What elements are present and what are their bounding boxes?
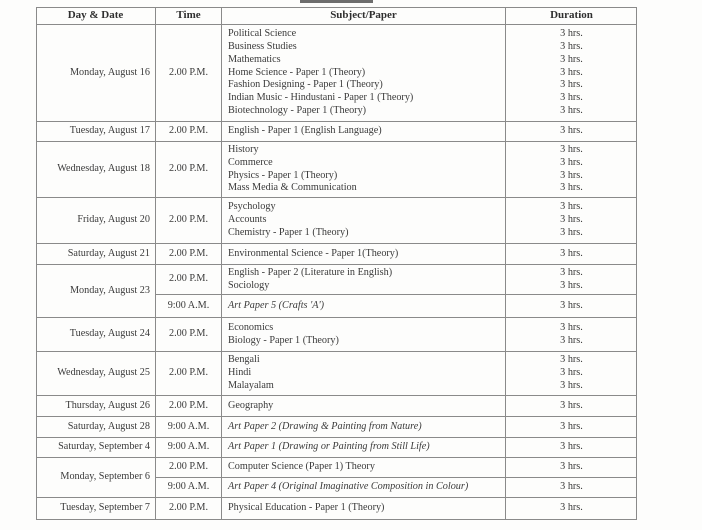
paper-duration: 3 hrs. <box>560 502 583 514</box>
paper-duration: 3 hrs. <box>560 299 583 311</box>
subject-paper: Mass Media & Communication <box>228 182 357 194</box>
paper-duration: 3 hrs. <box>560 125 583 137</box>
time-cell: 2.00 P.M. <box>156 244 222 265</box>
paper-duration: 3 hrs. <box>560 27 583 39</box>
paper-duration: 3 hrs. <box>560 420 583 432</box>
day-date-cell: Monday, August 16 <box>36 25 156 122</box>
duration-cell <box>506 438 637 458</box>
paper-duration: 3 hrs. <box>560 40 583 52</box>
subject-paper: Biology - Paper 1 (Theory) <box>228 334 339 346</box>
subject-cell <box>222 244 506 265</box>
day-date-cell: Wednesday, August 18 <box>36 142 156 198</box>
day-date-cell: Wednesday, August 25 <box>36 352 156 396</box>
subject-cell <box>222 498 506 520</box>
subject-cell <box>222 142 506 198</box>
paper-duration: 3 hrs. <box>560 279 583 291</box>
subject-cell <box>222 295 506 318</box>
time-cell: 9:00 A.M. <box>156 478 222 498</box>
subject-paper: Sociology <box>228 279 270 291</box>
day-date-cell: Tuesday, September 7 <box>36 498 156 520</box>
duration-cell <box>506 498 637 520</box>
subject-paper: Business Studies <box>228 40 297 52</box>
day-date-cell: Tuesday, August 24 <box>36 318 156 352</box>
header-day-date: Day & Date <box>36 7 156 25</box>
subject-paper: Commerce <box>228 156 273 168</box>
paper-duration: 3 hrs. <box>560 156 583 168</box>
time-cell: 2.00 P.M. <box>156 265 222 295</box>
subject-paper: Malayalam <box>228 379 274 391</box>
subject-paper: Mathematics <box>228 53 281 65</box>
subject-cell <box>222 478 506 498</box>
subject-paper: History <box>228 143 259 155</box>
subject-cell <box>222 438 506 458</box>
duration-cell <box>506 318 637 352</box>
paper-duration: 3 hrs. <box>560 79 583 91</box>
day-date-cell: Saturday, September 4 <box>36 438 156 458</box>
subject-cell <box>222 352 506 396</box>
header-time: Time <box>156 7 222 25</box>
paper-duration: 3 hrs. <box>560 481 583 493</box>
paper-duration: 3 hrs. <box>560 379 583 391</box>
header-duration: Duration <box>506 7 637 25</box>
day-date-cell: Saturday, August 28 <box>36 417 156 438</box>
time-cell: 9:00 A.M. <box>156 295 222 318</box>
subject-paper: English - Paper 1 (English Language) <box>228 125 382 137</box>
time-cell: 9:00 A.M. <box>156 417 222 438</box>
paper-duration: 3 hrs. <box>560 201 583 213</box>
subject-paper: Accounts <box>228 214 267 226</box>
paper-duration: 3 hrs. <box>560 399 583 411</box>
duration-cell <box>506 478 637 498</box>
time-cell: 2.00 P.M. <box>156 25 222 122</box>
time-cell: 2.00 P.M. <box>156 352 222 396</box>
paper-duration: 3 hrs. <box>560 334 583 346</box>
subject-cell <box>222 417 506 438</box>
duration-cell <box>506 142 637 198</box>
time-cell: 2.00 P.M. <box>156 198 222 244</box>
subject-paper: Home Science - Paper 1 (Theory) <box>228 66 366 78</box>
paper-duration: 3 hrs. <box>560 92 583 104</box>
paper-duration: 3 hrs. <box>560 266 583 278</box>
subject-paper: Environmental Science - Paper 1(Theory) <box>228 247 399 259</box>
subject-paper: Bengali <box>228 354 260 366</box>
paper-duration: 3 hrs. <box>560 53 583 65</box>
duration-cell <box>506 417 637 438</box>
subject-paper: English - Paper 2 (Literature in English) <box>228 266 393 278</box>
time-cell: 2.00 P.M. <box>156 318 222 352</box>
subject-cell <box>222 25 506 122</box>
title-underline <box>300 0 373 3</box>
time-cell: 2.00 P.M. <box>156 142 222 198</box>
subject-cell <box>222 122 506 142</box>
subject-paper: Psychology <box>228 201 276 213</box>
subject-paper: Art Paper 4 (Original Imaginative Composition in Colour) <box>228 481 469 493</box>
paper-duration: 3 hrs. <box>560 247 583 259</box>
header-subject: Subject/Paper <box>222 7 506 25</box>
paper-duration: 3 hrs. <box>560 169 583 181</box>
day-date-cell: Monday, August 23 <box>36 265 156 318</box>
duration-cell <box>506 396 637 417</box>
day-date-cell: Tuesday, August 17 <box>36 122 156 142</box>
subject-cell <box>222 318 506 352</box>
day-date-cell: Monday, September 6 <box>36 458 156 498</box>
paper-duration: 3 hrs. <box>560 321 583 333</box>
paper-duration: 3 hrs. <box>560 182 583 194</box>
subject-cell <box>222 265 506 295</box>
paper-duration: 3 hrs. <box>560 214 583 226</box>
subject-paper: Art Paper 2 (Drawing & Painting from Nature) <box>228 420 422 432</box>
duration-cell <box>506 458 637 478</box>
duration-cell <box>506 122 637 142</box>
paper-duration: 3 hrs. <box>560 105 583 117</box>
subject-paper: Art Paper 5 (Crafts 'A') <box>228 299 325 311</box>
subject-paper: Art Paper 1 (Drawing or Painting from Still Life) <box>228 441 430 453</box>
duration-cell <box>506 265 637 295</box>
subject-paper: Physical Education - Paper 1 (Theory) <box>228 502 385 514</box>
paper-duration: 3 hrs. <box>560 143 583 155</box>
paper-duration: 3 hrs. <box>560 461 583 473</box>
subject-paper: Economics <box>228 321 274 333</box>
subject-cell <box>222 458 506 478</box>
subject-paper: Chemistry - Paper 1 (Theory) <box>228 226 349 238</box>
duration-cell <box>506 25 637 122</box>
time-cell: 2.00 P.M. <box>156 122 222 142</box>
subject-paper: Computer Science (Paper 1) Theory <box>228 461 375 473</box>
subject-paper: Hindi <box>228 367 252 379</box>
subject-paper: Indian Music - Hindustani - Paper 1 (Theory) <box>228 92 414 104</box>
time-cell: 2.00 P.M. <box>156 498 222 520</box>
duration-cell <box>506 352 637 396</box>
time-cell: 2.00 P.M. <box>156 458 222 478</box>
subject-cell <box>222 396 506 417</box>
day-date-cell: Thursday, August 26 <box>36 396 156 417</box>
paper-duration: 3 hrs. <box>560 66 583 78</box>
time-cell: 9:00 A.M. <box>156 438 222 458</box>
day-date-cell: Friday, August 20 <box>36 198 156 244</box>
paper-duration: 3 hrs. <box>560 441 583 453</box>
duration-cell <box>506 295 637 318</box>
paper-duration: 3 hrs. <box>560 354 583 366</box>
exam-schedule-table <box>36 7 637 520</box>
time-cell: 2.00 P.M. <box>156 396 222 417</box>
paper-duration: 3 hrs. <box>560 226 583 238</box>
subject-paper: Political Science <box>228 27 297 39</box>
subject-paper: Physics - Paper 1 (Theory) <box>228 169 338 181</box>
subject-paper: Fashion Designing - Paper 1 (Theory) <box>228 79 383 91</box>
subject-cell <box>222 198 506 244</box>
subject-paper: Biotechnology - Paper 1 (Theory) <box>228 105 367 117</box>
paper-duration: 3 hrs. <box>560 367 583 379</box>
day-date-cell: Saturday, August 21 <box>36 244 156 265</box>
subject-paper: Geography <box>228 399 274 411</box>
duration-cell <box>506 198 637 244</box>
duration-cell <box>506 244 637 265</box>
